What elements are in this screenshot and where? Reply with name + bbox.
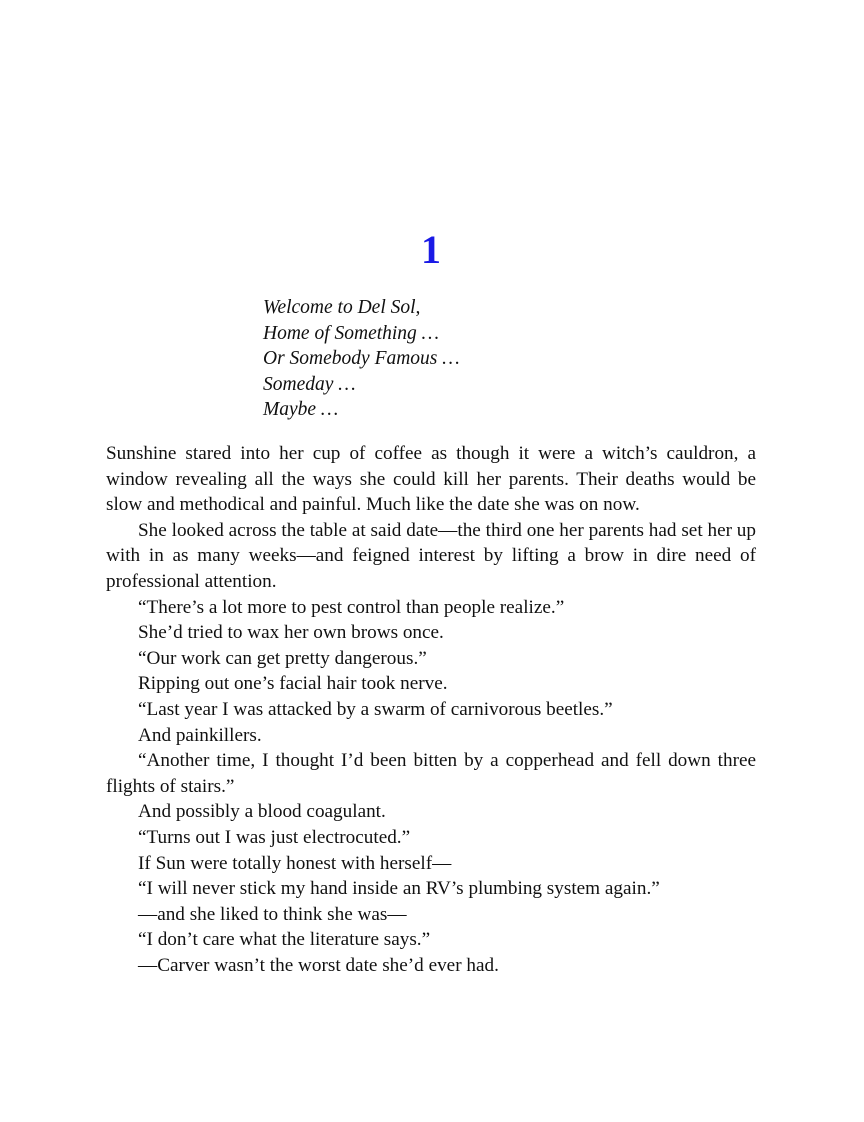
paragraph: “I don’t care what the literature says.”	[138, 929, 431, 951]
epigraph	[263, 295, 460, 423]
chapter-body	[106, 441, 756, 978]
paragraph: —Carver wasn’t the worst date she’d ever had.	[138, 954, 499, 976]
epigraph-line: Welcome to Del Sol,	[263, 297, 421, 318]
paragraph: Sunshine stared into her cup of coffee as though it were a witch’s cauldron, a window revealing all the ways she could kill her parents. Their deaths would be slow and methodical and painful. Much like the date she was on now.	[106, 443, 756, 516]
paragraph: If Sun were totally honest with herself—	[138, 852, 452, 874]
paragraph: —and she liked to think she was—	[138, 903, 407, 925]
paragraph: And possibly a blood coagulant.	[138, 801, 386, 823]
paragraph: “I will never stick my hand inside an RV’s plumbing system again.”	[138, 878, 660, 900]
epigraph-line: Home of Something …	[263, 322, 440, 344]
paragraph: “Last year I was attacked by a swarm of carnivorous beetles.”	[138, 698, 613, 720]
epigraph-line: Maybe …	[263, 399, 339, 421]
paragraph: “Turns out I was just electrocuted.”	[138, 826, 411, 848]
paragraph: She looked across the table at said date—the third one her parents had set her up with in as many weeks—and feigned interest by lifting a brow in dire need of professional attention.	[106, 519, 756, 592]
epigraph-line: Or Somebody Famous …	[263, 348, 460, 370]
epigraph-line: Someday …	[263, 373, 356, 395]
paragraph: “Another time, I thought I’d been bitten by a copperhead and fell down three flights of stairs.”	[106, 750, 756, 797]
chapter-number: 1	[421, 227, 441, 272]
paragraph: “There’s a lot more to pest control than people realize.”	[138, 596, 565, 618]
paragraph: And painkillers.	[138, 724, 262, 746]
paragraph: Ripping out one’s facial hair took nerve.	[138, 673, 448, 695]
paragraph: “Our work can get pretty dangerous.”	[138, 647, 427, 669]
paragraph: She’d tried to wax her own brows once.	[138, 622, 444, 644]
